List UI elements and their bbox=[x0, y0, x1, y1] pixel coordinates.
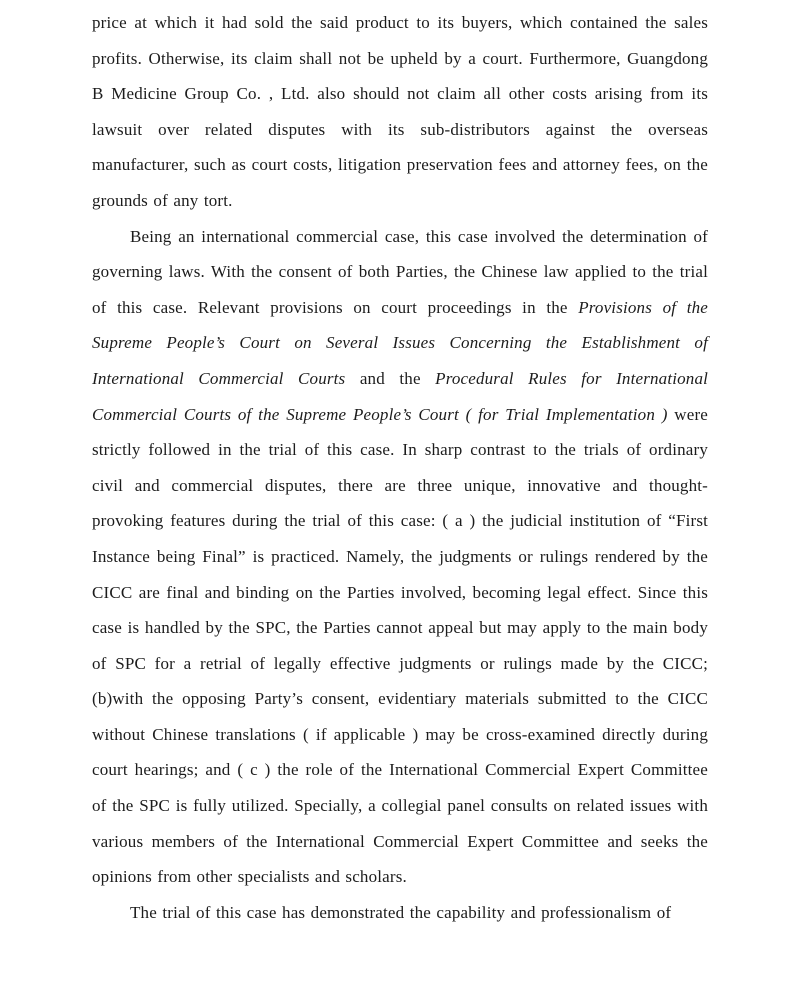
text-run: The trial of this case has demonstrated the capability and professionalism of bbox=[130, 902, 672, 922]
paragraph bbox=[92, 895, 708, 931]
paragraph bbox=[92, 219, 708, 895]
italic-text-run: Procedural Rules for International Commercial Courts of the Supreme People’s Court ( for Trial Implementation ) bbox=[92, 368, 709, 424]
text-run: Being an international commercial case, this case involved the determination of governing laws. With the consent of both Parties, the Chinese law applied to the trial of this case. Relevant provisions on court proceedings in the bbox=[92, 226, 708, 317]
italic-text-run: Provisions of the Supreme People’s Court on Several Issues Concerning the Establishment of International Commercial Courts bbox=[92, 297, 708, 388]
text-run: and the bbox=[345, 368, 436, 388]
document-body bbox=[92, 5, 708, 930]
paragraph bbox=[92, 5, 708, 219]
text-run: price at which it had sold the said product to its buyers, which contained the sales profits. Otherwise, its claim shall not be upheld by a court. Furthermore, Guangdong B Medicine Group Co. , Ltd. also should not claim all other costs arising from its lawsuit over related disputes with its sub-distributors against the overseas manufacturer, such as court costs, litigation preservation fees and attorney fees, on the grounds of any tort. bbox=[92, 13, 708, 210]
text-run: were strictly followed in the trial of this case. In sharp contrast to the trials of ordinary civil and commercial disputes, there are three unique, innovative and thought-provoking features during the trial of this case: ( a ) the judicial institution of “First Instance being Final” is practiced. Namely, the judgments or rulings rendered by the CICC are final and binding on the Parties involved, becoming legal effect. Since this case is handled by the SPC, the Parties cannot appeal but may apply to the main body of SPC for a retrial of legally effective judgments or rulings made by the CICC; (b)with the opposing Party’s consent, evidentiary materials submitted to the CICC without Chinese translations ( if applicable ) may be cross-examined directly during court hearings; and ( c ) the role of the International Commercial Expert Committee of the SPC is fully utilized. Specially, a collegial panel consults on related issues with various members of the International Commercial Expert Committee and seeks the opinions from other specialists and scholars. bbox=[92, 404, 709, 887]
